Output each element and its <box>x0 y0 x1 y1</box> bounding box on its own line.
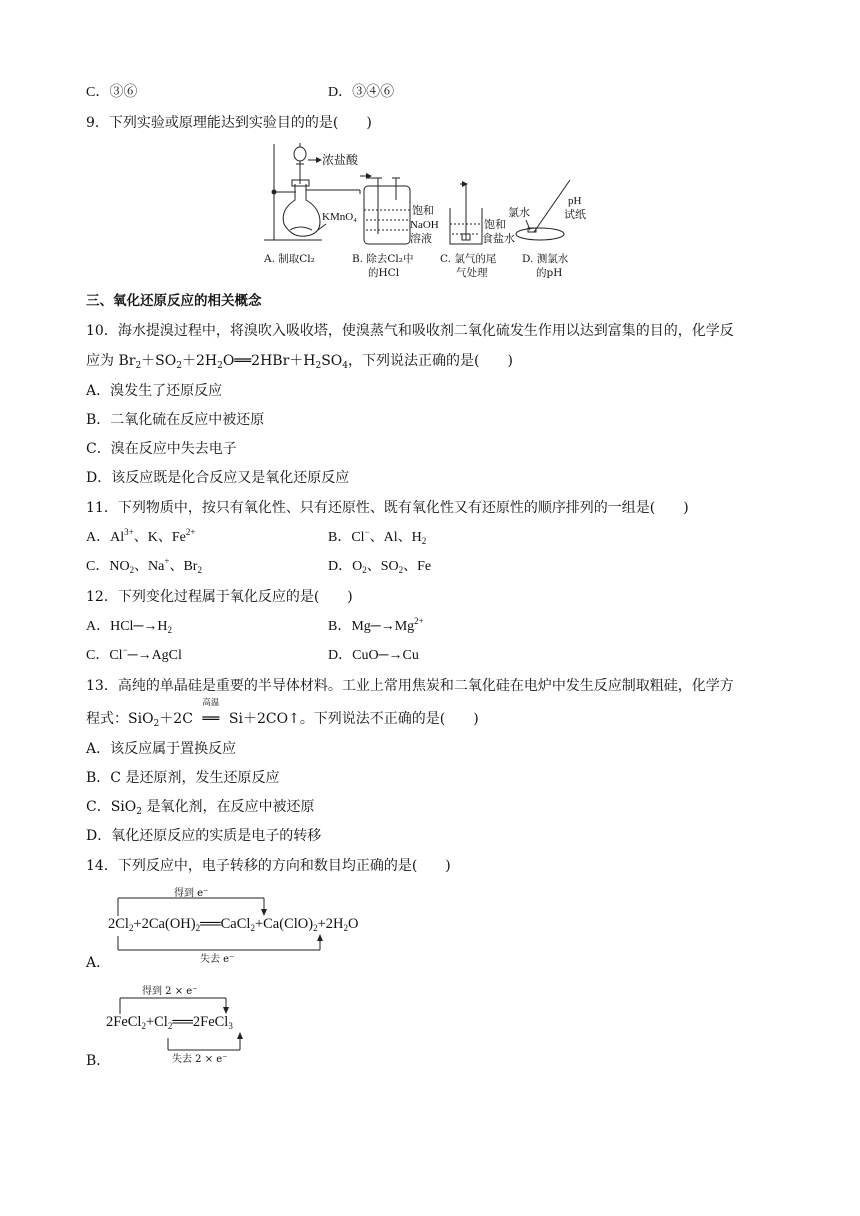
q11-option-b: B．Cl−、Al、$H_2$ <box>328 527 427 546</box>
q11-option-d: D．$O_2$、$SO_2$、Fe <box>328 559 432 575</box>
salt-label-1: 饱和 <box>484 218 506 231</box>
q13-option-a: A．该反应属于置换反应 <box>86 741 237 757</box>
q12-option-c: C．Cl−─→AgCl <box>86 645 182 663</box>
q12-option-d: D．CuO─→Cu <box>328 648 419 663</box>
q11-option-c: C．$NO_2$、Na+、$Br_2$ <box>86 556 202 575</box>
q13-stem-2: 程式：SiO$_2$＋2C 高温 ══ Si＋2CO↑。下列说法不正确的是( ) <box>86 698 479 729</box>
q14-a-gain-label: 得到 e⁻ <box>174 888 209 899</box>
q13-stem-2-pre: 程式：SiO <box>86 711 154 727</box>
q14-b-equation: $2FeCl_2+Cl_2══2FeCl_3$ <box>106 1014 233 1031</box>
q13-option-d: D．氧化还原反应的实质是电子的转移 <box>86 828 322 844</box>
apparatus-diagram <box>260 138 600 284</box>
q12-option-a: A．$HCl─\to H_2$ <box>86 619 172 635</box>
caption-d1: D. 测氯水 <box>522 253 569 265</box>
q9-apparatus-figure <box>260 138 600 284</box>
q10-stem-2-post: ，下列说法正确的是( ) <box>348 353 513 369</box>
q11-option-a: A．$Al^{3+}$、K、$Fe^{2+}$ <box>86 527 196 545</box>
q12-option-b: B．$Mg─\to Mg^{2+}$ <box>328 616 424 634</box>
ph-label-1: pH <box>568 195 582 207</box>
caption-c2: 气处理 <box>456 267 488 279</box>
ph-label-2: 试纸 <box>564 208 586 221</box>
q13-stem-2-post: 。下列说法不正确的是( ) <box>299 711 479 727</box>
q14-b-lose-label: 失去 2 × e⁻ <box>172 1054 228 1065</box>
q14-option-b-diagram <box>100 978 340 1065</box>
q14-a-lose-label: 失去 e⁻ <box>200 954 235 965</box>
q10-stem-2-pre: 应为 Br <box>86 353 136 369</box>
q10-option-c: C．溴在反应中失去电子 <box>86 441 237 457</box>
q14-a-equation: $2Cl_2+2Ca(OH)_2══CaCl_2+Ca(ClO)_2+2H_2O$ <box>108 916 359 933</box>
caption-b1: B. 除去Cl₂中 <box>352 253 414 265</box>
caption-d2: 的pH <box>536 267 563 279</box>
q10-option-d: D．该反应既是化合反应又是氧化还原反应 <box>86 470 350 486</box>
naoh-label-1: 饱和 <box>412 204 434 217</box>
chlorine-water-label: 氯水 <box>508 206 530 219</box>
q11-stem: 11．下列物质中，按只有氧化性、只有还原性、既有氧化性又有还原性的顺序排列的一组是( ) <box>86 500 689 516</box>
naoh-label-2: NaOH <box>410 219 439 231</box>
q14-option-a-diagram <box>100 880 420 965</box>
caption-b2: 的HCl <box>368 267 400 279</box>
q12-stem: 12．下列变化过程属于氧化反应的是( ) <box>86 589 353 605</box>
caption-a: A. 制取Cl₂ <box>264 253 315 265</box>
q13-option-b: B．C 是还原剂，发生还原反应 <box>86 770 280 786</box>
q8-option-d: D．③④⑥ <box>328 85 395 100</box>
q14-stem: 14．下列反应中，电子转移的方向和数目均正确的是( ) <box>86 858 451 874</box>
q13-option-c-text: 是氧化剂，在反应中被还原 <box>146 799 315 815</box>
q14-b-gain-label: 得到 2 × e⁻ <box>142 986 198 997</box>
q10-stem-1: 10．海水提溴过程中，将溴吹入吸收塔，使溴蒸气和吸收剂二氧化硫发生作用以达到富集的目的，化学反 <box>86 323 734 339</box>
q13-option-c: C．SiO$_2$ 是氧化剂，在反应中被还原 <box>86 799 315 817</box>
q10-option-b: B．二氧化硫在反应中被还原 <box>86 412 265 428</box>
kmno4-label: KMnO₄ <box>322 211 358 223</box>
q14-option-b-label: B． <box>86 1053 111 1069</box>
section-3-title: 三、氧化还原反应的相关概念 <box>86 293 262 309</box>
q13-condition: 高温 <box>202 698 220 708</box>
naoh-label-3: 溶液 <box>410 232 432 245</box>
q9-stem: 9．下列实验或原理能达到实验目的的是( ) <box>86 115 372 131</box>
q14-option-a-label: A． <box>86 955 111 971</box>
q13-stem-1: 13．高纯的单晶硅是重要的半导体材料。工业上常用焦炭和二氧化硅在电炉中发生反应制取粗硅，化学方 <box>86 678 734 694</box>
q10-stem-2: 应为 $Br_2+SO_2+2H_2O══2HBr+H_2SO_4$，下列说法正确的是( ) <box>86 353 513 371</box>
q8-option-c: C．③⑥ <box>86 85 138 100</box>
caption-c1: C. 氯气的尾 <box>440 253 497 265</box>
conc-hcl-label: 浓盐酸 <box>322 153 359 167</box>
salt-label-2: 食盐水 <box>482 232 515 245</box>
q10-option-a: A．溴发生了还原反应 <box>86 383 223 399</box>
